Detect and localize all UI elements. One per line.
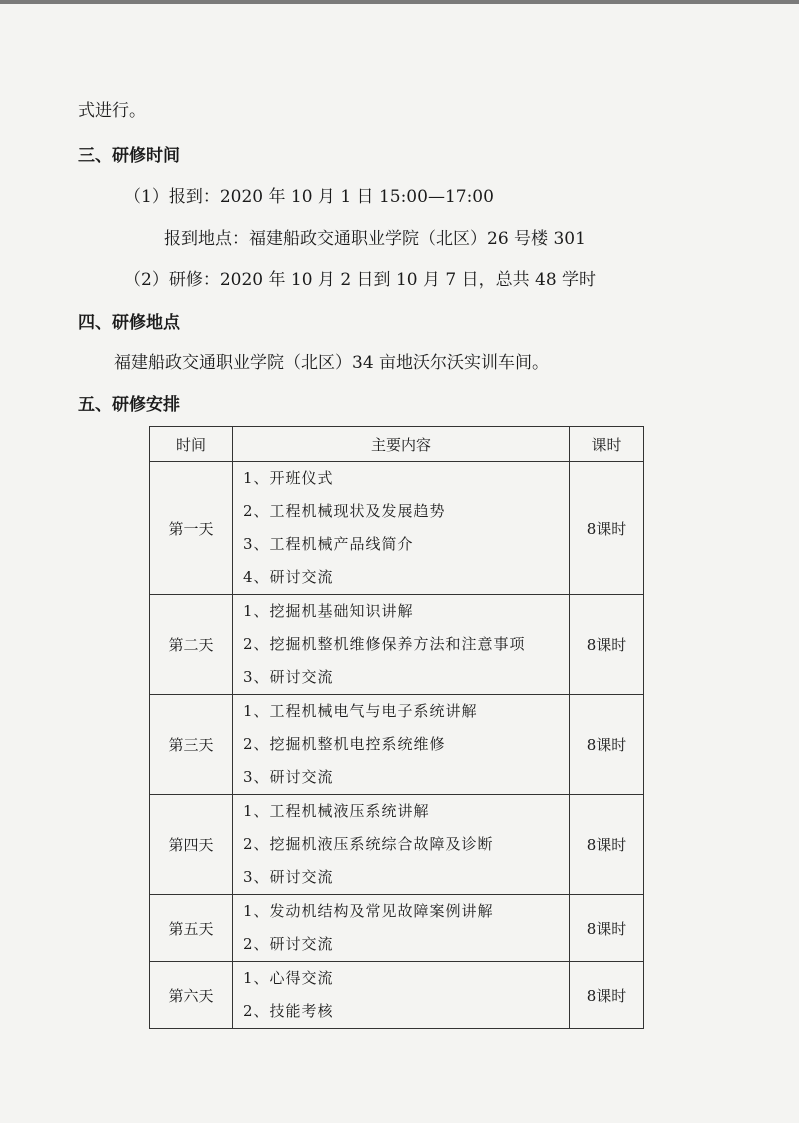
content-cell [233,962,570,1029]
content-item: 2、挖掘机液压系统综合故障及诊断 [243,835,494,853]
hours-cell: 8课时 [570,462,644,595]
schedule-table [149,426,644,1029]
scan-top-edge [0,0,799,4]
content-cell [233,462,570,595]
intro-tail-text: 式进行。 [78,101,146,121]
header-hours: 课时 [570,427,644,462]
content-item: 3、工程机械产品线简介 [243,535,414,553]
table-row [150,695,644,795]
section5-heading: 五、研修安排 [78,395,180,415]
day-cell: 第一天 [150,462,233,595]
hours-cell: 8课时 [570,895,644,962]
checkin-time: （1）报到：2020 年 10 月 1 日 15:00—17:00 [124,187,494,207]
table-row [150,962,644,1029]
content-item: 3、研讨交流 [243,868,334,886]
section3-heading: 三、研修时间 [78,146,180,166]
content-item: 1、工程机械液压系统讲解 [243,802,430,820]
hours-cell: 8课时 [570,695,644,795]
content-item: 2、挖掘机整机电控系统维修 [243,735,446,753]
content-cell [233,895,570,962]
hours-cell: 8课时 [570,962,644,1029]
checkin-location: 报到地点：福建船政交通职业学院（北区）26 号楼 301 [164,229,586,249]
hours-cell: 8课时 [570,595,644,695]
hours-cell: 8课时 [570,795,644,895]
content-cell [233,595,570,695]
content-cell [233,695,570,795]
training-period: （2）研修：2020 年 10 月 2 日到 10 月 7 日，总共 48 学时 [124,270,597,290]
day-cell: 第六天 [150,962,233,1029]
header-time: 时间 [150,427,233,462]
day-cell: 第四天 [150,795,233,895]
content-item: 1、开班仪式 [243,469,334,487]
content-cell [233,795,570,895]
day-cell: 第三天 [150,695,233,795]
content-item: 2、挖掘机整机维修保养方法和注意事项 [243,635,526,653]
table-row [150,895,644,962]
content-item: 4、研讨交流 [243,568,334,586]
content-item: 3、研讨交流 [243,768,334,786]
table-row [150,795,644,895]
content-item: 2、研讨交流 [243,935,334,953]
content-item: 3、研讨交流 [243,668,334,686]
content-item: 1、心得交流 [243,969,334,987]
content-item: 2、技能考核 [243,1002,334,1020]
content-item: 1、工程机械电气与电子系统讲解 [243,702,478,720]
header-content: 主要内容 [233,427,570,462]
day-cell: 第五天 [150,895,233,962]
content-item: 1、发动机结构及常见故障案例讲解 [243,902,494,920]
section4-heading: 四、研修地点 [78,313,180,333]
day-cell: 第二天 [150,595,233,695]
table-row [150,595,644,695]
training-location: 福建船政交通职业学院（北区）34 亩地沃尔沃实训车间。 [114,353,550,373]
table-row [150,462,644,595]
content-item: 2、工程机械现状及发展趋势 [243,502,446,520]
table-header-row [150,427,644,462]
content-item: 1、挖掘机基础知识讲解 [243,602,414,620]
